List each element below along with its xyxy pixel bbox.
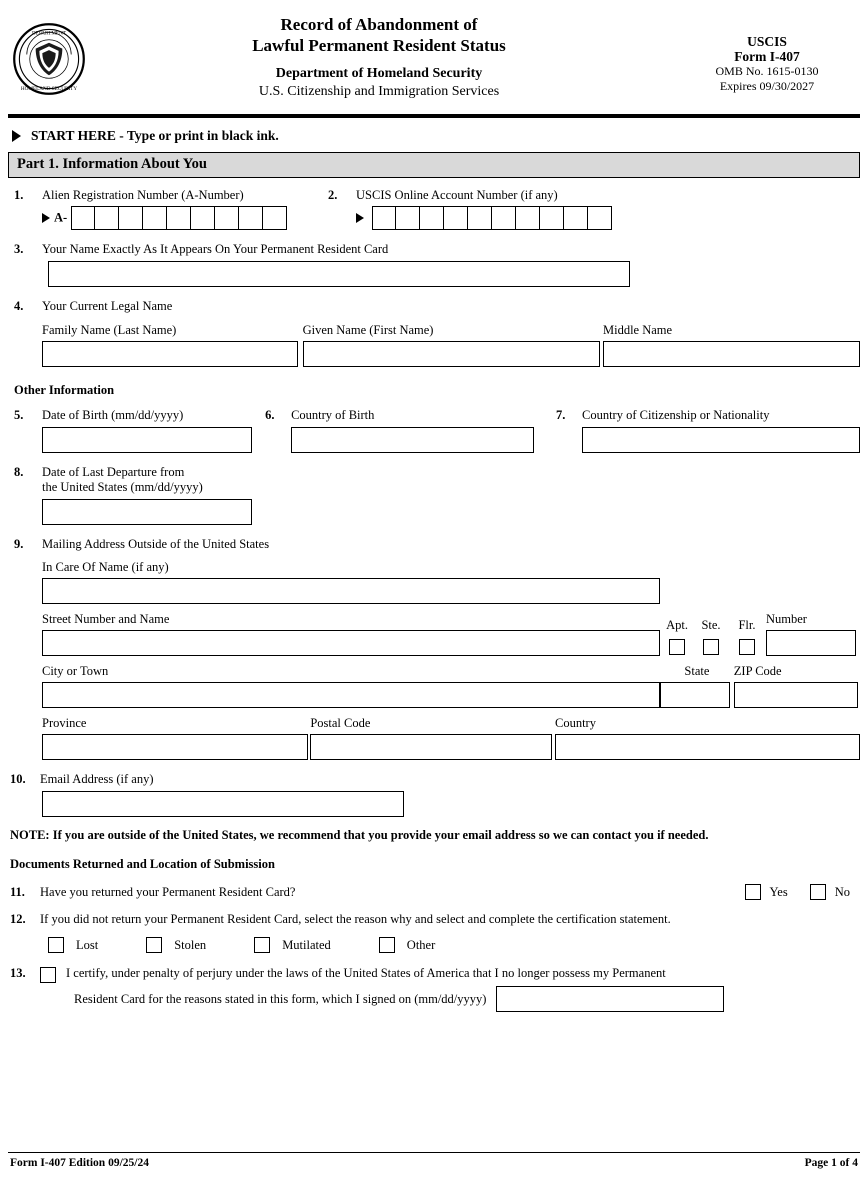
other-information-heading: Other Information [14,383,115,397]
uscis-account-cell[interactable] [564,206,588,230]
row-item-4 [8,299,860,367]
row-item-3 [8,242,860,287]
a-number-cell[interactable] [263,206,287,230]
ste-group [694,618,728,656]
apt-group [660,618,694,656]
yes-checkbox[interactable] [745,884,761,900]
arrow-icon-uscis-account [356,213,364,223]
family-name-label: Family Name (Last Name) [42,323,177,337]
form-title-line2: Lawful Permanent Resident Status [252,36,506,55]
apt-label: Apt. [666,618,688,632]
city-label: City or Town [42,664,109,678]
page-footer [6,1152,862,1169]
svg-text:DEPARTMENT: DEPARTMENT [32,30,66,37]
middle-name-input[interactable] [603,341,860,367]
a-number-cell[interactable] [71,206,95,230]
certification-date-input[interactable] [496,986,724,1012]
triangle-icon [12,130,21,142]
row-item-13 [8,966,860,1012]
item-13-line2: Resident Card for the reasons stated in this form, which I signed on (mm/dd/yyyy) [74,991,487,1006]
email-input[interactable] [42,791,404,817]
a-number-cell[interactable] [191,206,215,230]
ste-label: Ste. [701,618,721,632]
uscis-account-cell[interactable] [372,206,396,230]
option-stolen[interactable] [146,936,210,953]
a-number-cell[interactable] [143,206,167,230]
item-11-label: Have you returned your Permanent Resident Card? [40,884,296,899]
postal-code-input[interactable] [310,734,552,760]
start-here-text: START HERE - Type or print in black ink. [31,128,279,143]
item-6-number: 6. [265,408,275,422]
item-3-label: Your Name Exactly As It Appears On Your Permanent Resident Card [42,242,389,256]
uscis-label: USCIS [747,34,787,49]
item-6 [265,408,556,453]
item-7-number: 7. [556,408,566,422]
lost-label: Lost [76,938,99,952]
item-5-label: Date of Birth (mm/dd/yyyy) [42,408,184,422]
country-of-citizenship-input[interactable] [582,427,860,453]
item-8-label-line2: the United States (mm/dd/yyyy) [42,480,203,494]
zip-group [734,664,860,708]
item-9-number: 9. [14,537,24,551]
province-input[interactable] [42,734,308,760]
stolen-label: Stolen [174,938,207,952]
item-12-number: 12. [10,912,26,926]
row-item-8 [8,465,860,525]
email-note: NOTE: If you are outside of the United States, we recommend that you provide your email address so we can contact you if needed. [10,828,709,842]
state-group [660,664,734,708]
country-input[interactable] [555,734,860,760]
form-title-line1: Record of Abandonment of [280,15,478,34]
country-group [555,716,860,760]
in-care-of-group [42,560,860,604]
unit-number-input[interactable] [766,630,856,656]
uscis-account-cell[interactable] [492,206,516,230]
no-label: No [834,885,850,899]
country-label: Country [555,716,596,730]
given-name-label: Given Name (First Name) [302,323,434,337]
stolen-checkbox[interactable] [146,937,162,953]
a-number-cell[interactable] [215,206,239,230]
uscis-account-cell[interactable] [516,206,540,230]
postal-code-group [310,716,555,760]
item-5 [8,408,265,453]
a-number-cell[interactable] [239,206,263,230]
item-3-number: 3. [14,242,24,256]
part-1-body [8,188,860,1012]
item-8-number: 8. [14,465,24,479]
zip-input[interactable] [734,682,858,708]
uscis-account-cell[interactable] [396,206,420,230]
date-of-birth-input[interactable] [42,427,252,453]
number-label: Number [766,612,807,626]
uscis-account-cell[interactable] [540,206,564,230]
item-2 [328,188,860,230]
item-13-number: 13. [10,966,26,980]
legal-name-fields [42,323,860,367]
province-label: Province [42,716,87,730]
item-2-label: USCIS Online Account Number (if any) [356,188,558,202]
item-9-label: Mailing Address Outside of the United States [42,537,270,551]
item-11-yes-option[interactable] [745,883,788,901]
state-label: State [684,664,710,678]
ste-checkbox[interactable] [703,639,719,655]
item-11-number: 11. [10,884,25,899]
uscis-account-input[interactable] [372,206,612,230]
item-4-label: Your Current Legal Name [42,299,173,313]
item-13-line1: I certify, under penalty of perjury under the laws of the United States of America that I no longer possess my Permanent [66,966,666,980]
item-13-text [66,966,666,981]
last-departure-date-input[interactable] [42,499,252,525]
form-number: Form I-407 [734,49,800,64]
given-name-input[interactable] [303,341,600,367]
item-8-label [42,465,203,495]
documents-returned-heading: Documents Returned and Location of Submission [10,857,275,871]
city-state-zip-group [42,664,860,708]
postal-code-label: Postal Code [310,716,371,730]
item-1-label: Alien Registration Number (A-Number) [42,188,244,202]
province-group [42,716,310,760]
header-form-info [672,34,862,94]
uscis-account-cell[interactable] [420,206,444,230]
row-item-5-6-7 [8,408,860,453]
name-on-card-input[interactable] [48,261,630,287]
item-4-number: 4. [14,299,24,313]
no-checkbox[interactable] [810,884,826,900]
item-7-label: Country of Citizenship or Nationality [582,408,770,422]
item-12-options [48,936,860,954]
uscis-account-cell[interactable] [588,206,612,230]
mutilated-checkbox[interactable] [254,937,270,953]
item-2-number: 2. [328,188,338,202]
item-11-no-option[interactable] [810,883,850,901]
street-input[interactable] [42,630,660,656]
item-6-label: Country of Birth [291,408,375,422]
department-name: Department of Homeland Security [275,66,483,81]
uscis-account-cell[interactable] [444,206,468,230]
street-label: Street Number and Name [42,612,170,626]
part-1-heading: Part 1. Information About You [8,152,860,178]
item-7 [556,408,860,453]
item-5-number: 5. [14,408,24,422]
flr-label: Flr. [738,618,756,632]
row-item-10 [8,772,860,817]
zip-label: ZIP Code [733,664,782,678]
certification-checkbox[interactable] [40,967,56,983]
expiration-date: Expires 09/30/2027 [719,79,815,93]
certification-date-row [74,986,860,1012]
uscis-account-cell[interactable] [468,206,492,230]
footer-page-number: Page 1 of 4 [804,1157,858,1169]
header-divider [8,114,860,118]
option-other[interactable] [379,936,435,953]
row-item-11 [8,883,860,901]
footer-edition: Form I-407 Edition 09/25/24 [10,1157,149,1169]
lost-checkbox[interactable] [48,937,64,953]
unit-number-group [766,612,860,656]
city-input[interactable] [42,682,660,708]
item-8-label-line1: Date of Last Departure from [42,465,185,479]
item-10-label: Email Address (if any) [40,772,154,786]
row-item-12 [8,912,860,954]
in-care-of-label: In Care Of Name (if any) [42,560,169,574]
a-number-prefix: A- [54,210,68,225]
mutilated-label: Mutilated [282,938,331,952]
option-lost[interactable] [48,936,102,953]
a-number-cell[interactable] [95,206,119,230]
header-titles [86,14,672,101]
form-header [6,0,862,112]
yes-label: Yes [769,885,788,899]
arrow-icon-a-number [42,213,50,223]
dhs-seal-icon [12,22,86,96]
item-1 [8,188,328,230]
flr-checkbox[interactable] [739,639,755,655]
street-group [42,612,860,656]
agency-name: U.S. Citizenship and Immigration Services [258,84,500,99]
apt-checkbox[interactable] [669,639,685,655]
middle-name-label: Middle Name [603,323,673,337]
svg-text:HOMELAND SECURITY: HOMELAND SECURITY [20,86,78,93]
row-item-1-2 [8,188,860,230]
item-10-number: 10. [10,772,26,786]
in-care-of-input[interactable] [42,578,660,604]
a-number-cell[interactable] [119,206,143,230]
other-label: Other [406,938,436,952]
family-name-input[interactable] [42,341,298,367]
omb-number: OMB No. 1615-0130 [715,64,819,78]
state-input[interactable] [660,682,730,708]
item-12-label: If you did not return your Permanent Resident Card, select the reason why and select and complete the certification statement. [40,912,671,926]
other-checkbox[interactable] [379,937,395,953]
a-number-input[interactable] [71,206,287,230]
country-of-birth-input[interactable] [291,427,534,453]
option-mutilated[interactable] [254,936,335,953]
province-postal-country-group [42,716,860,760]
start-here-banner [12,128,862,144]
row-item-9 [8,537,860,760]
flr-group [728,618,766,656]
a-number-cell[interactable] [167,206,191,230]
item-1-number: 1. [14,188,24,202]
